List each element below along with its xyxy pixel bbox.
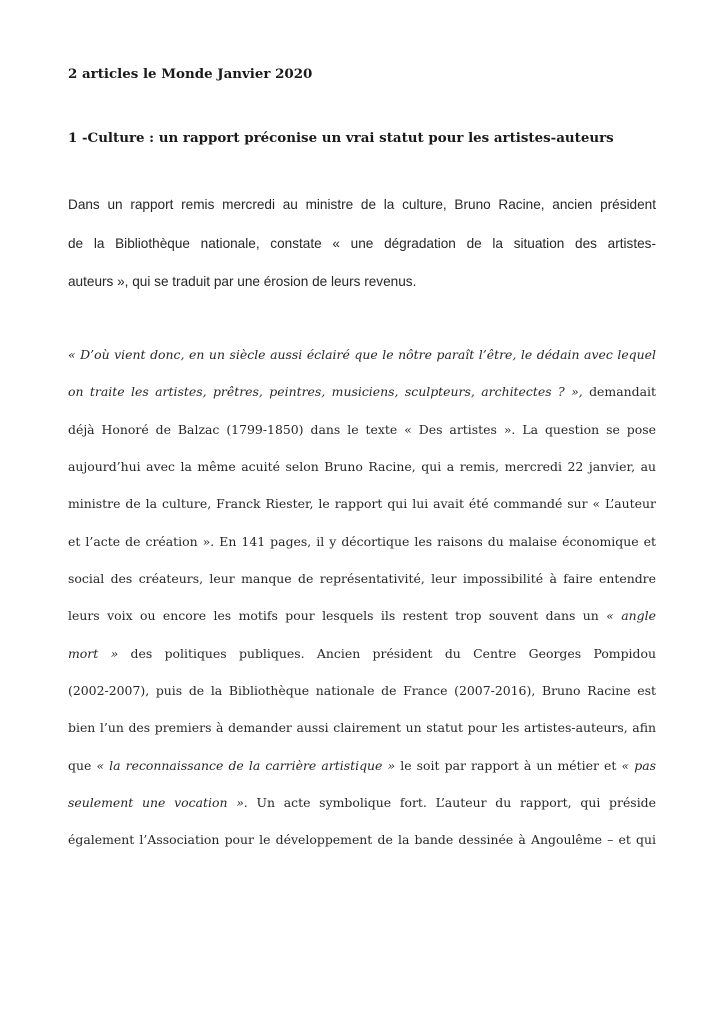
body-text: leurs voix ou encore les motifs pour lesquels ils restent trop souvent dans un (68, 608, 607, 624)
document-heading: 2 articles le Monde Janvier 2020 (68, 66, 313, 82)
quote-text: « angle (606, 608, 656, 624)
body-line: ministre de la culture, Franck Riester, le rapport qui lui avait été commandé sur « L’auteur (68, 496, 656, 512)
body-line (68, 747, 656, 784)
body-text: Un acte symbolique fort. L’auteur du rapport, qui préside (247, 795, 656, 811)
body-line: aujourd’hui avec la même acuité selon Bruno Racine, qui a remis, mercredi 22 janvier, au (68, 459, 656, 475)
body-line (68, 635, 656, 672)
body-line: (2002-2007), puis de la Bibliothèque nationale de France (2007-2016), Bruno Racine est (68, 683, 656, 699)
body-text: demandait (582, 384, 656, 400)
lead-line: de la Bibliothèque nationale, constate « une dégradation de la situation des artistes- (68, 235, 656, 251)
quote-text: « pas (621, 757, 656, 773)
body-line: « D’où vient donc, en un siècle aussi éclairé que le nôtre paraît l’être, le dédain avec lequel (68, 347, 656, 362)
body-line: également l’Association pour le développement de la bande dessinée à Angoulême – et qui (68, 832, 656, 848)
body-line: social des créateurs, leur manque de représentativité, leur impossibilité à faire entendre (68, 571, 656, 587)
quote-text: mort » (68, 645, 119, 661)
body-line: déjà Honoré de Balzac (1799-1850) dans le texte « Des artistes ». La question se pose (68, 421, 656, 437)
lead-line: Dans un rapport remis mercredi au ministre de la culture, Bruno Racine, ancien président (68, 197, 656, 212)
quote-text: on traite les artistes, prêtres, peintres, musiciens, sculpteurs, architectes ? », (68, 384, 583, 400)
quote-text: « la reconnaissance de la carrière artistique » (96, 757, 396, 773)
body-text: le soit par rapport à un métier et (395, 757, 622, 773)
article-title: 1 -Culture : un rapport préconise un vrai statut pour les artistes-auteurs (68, 130, 614, 146)
body-text: des politiques publiques. Ancien président du Centre Georges Pompidou (118, 645, 656, 661)
body-line: bien l’un des premiers à demander aussi clairement un statut pour les artistes-auteurs, afin (68, 720, 656, 736)
body-line (68, 784, 656, 821)
body-line: et l’acte de création ». En 141 pages, il y décortique les raisons du malaise économique et (68, 533, 656, 549)
article-body (68, 336, 656, 859)
lead-line: auteurs », qui se traduit par une érosion de leurs revenus. (68, 274, 417, 289)
body-line (68, 373, 656, 410)
article-lead (68, 186, 656, 302)
quote-text: seulement une vocation ». (68, 795, 248, 811)
body-text: que (68, 757, 97, 773)
body-line (68, 597, 656, 634)
